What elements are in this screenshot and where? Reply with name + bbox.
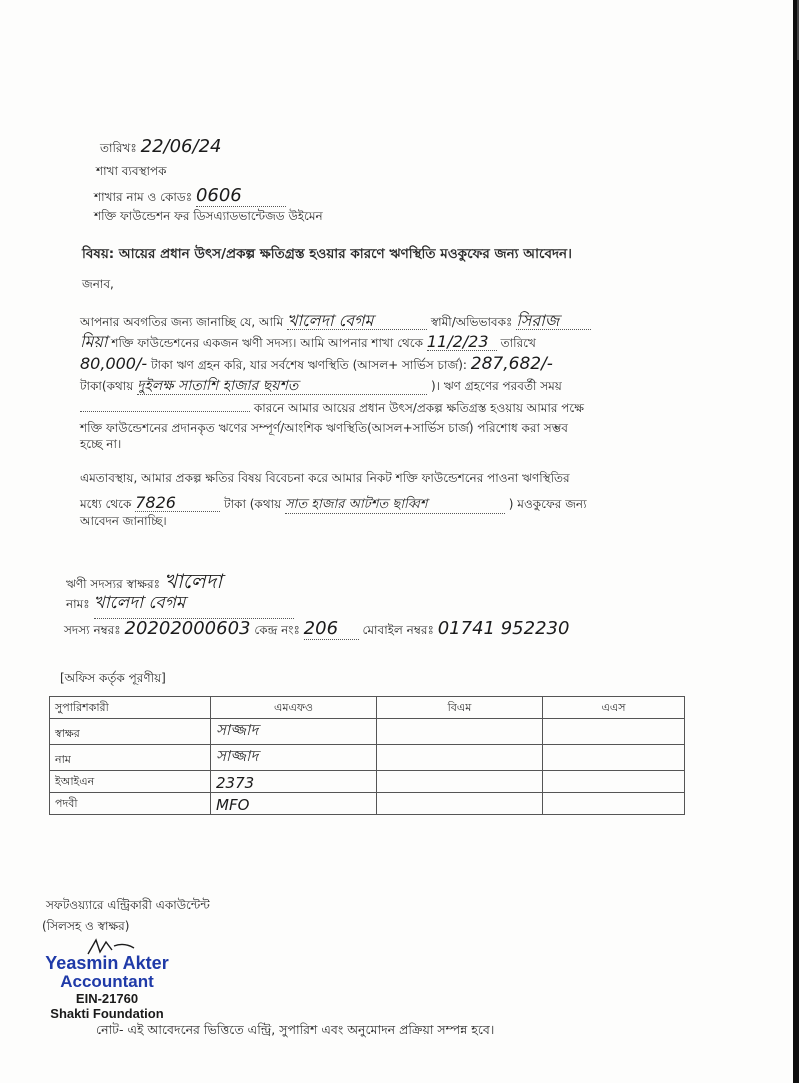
body-line-6: শক্তি ফাউন্ডেশনের প্রদানকৃত ঋণের সম্পূর্ণ/আংশিক ঋণস্থিতি(আসল+সার্ভিস চার্জ) পরিশোধ করা সম্ভব: [80, 421, 568, 435]
body-text: স্বামী/অভিভাবকঃ: [430, 315, 513, 329]
member-number: 20202000603: [124, 618, 251, 639]
body-text: তারিখে: [500, 336, 536, 350]
guardian-name-2: মিয়া: [80, 332, 108, 351]
page-edge-shadow: [793, 0, 799, 1083]
accountant-seal-note: (সিলসহ ও স্বাক্ষর): [42, 919, 130, 933]
mfo-designation: MFO: [211, 793, 377, 815]
bm-cell: [377, 771, 543, 793]
date-label: তারিখঃ: [100, 141, 137, 155]
blank-reason: [80, 411, 250, 412]
accountant-title: সফটওয়্যারে এন্ট্রিকারী একাউন্টেন্ট: [46, 898, 210, 912]
row-label: নাম: [50, 745, 211, 771]
column-header: বিএম: [377, 697, 543, 719]
member-name-row: [66, 590, 294, 619]
center-label: কেন্দ্র নংঃ: [254, 623, 300, 637]
table-row: [50, 745, 685, 771]
body-text: )। ঋণ গ্রহণের পরবর্তী সময়: [430, 379, 562, 393]
body-line-3: [80, 356, 553, 373]
name-label: নামঃ: [66, 597, 90, 611]
branch-row: [94, 185, 286, 209]
date-value: 22/06/24: [140, 136, 222, 157]
body-line-4: [80, 378, 562, 395]
salutation: জনাব,: [82, 277, 114, 291]
mfo-ein: 2373: [211, 771, 377, 793]
table-header-row: [50, 697, 685, 719]
body-text: শক্তি ফাউন্ডেশনের একজন ঋণী সদস্য। আমি আপনার শাখা থেকে: [111, 336, 423, 350]
center-number: 206: [304, 618, 359, 640]
body-text: টাকা ঋণ গ্রহন করি, যার সর্বশেষ ঋণস্থিতি (আসল+ সার্ভিস চার্জ):: [150, 358, 467, 372]
applicant-name: খালেদা বেগম: [287, 313, 427, 330]
table-row: [50, 771, 685, 793]
footer-note: নোট- এই আবেদনের ভিত্তিতে এন্ট্রি, সুপারিশ এবং অনুমোদন প্রক্রিয়া সম্পন্ন হবে।: [96, 1022, 495, 1037]
branch-value: 0606: [196, 185, 286, 207]
bm-cell: [377, 719, 543, 745]
member-name: খালেদা বেগম: [94, 590, 294, 619]
row-label: পদবী: [50, 793, 211, 815]
loan-amount: 80,000/-: [80, 354, 148, 373]
subject-line: বিষয়: আয়ের প্রধান উৎস/প্রকল্প ক্ষতিগ্রস্ত হওয়ার কারণে ঋণস্থিতি মওকুফের জন্য আবেদন।: [82, 246, 572, 262]
mfo-signature: সাজ্জাদ: [211, 719, 377, 745]
body-text: আপনার অবগতির জন্য জানাচ্ছি যে, আমি: [80, 315, 284, 329]
bm-cell: [377, 793, 543, 815]
body-line-9: [80, 495, 587, 514]
body-line-7: হচ্ছে না।: [80, 437, 122, 451]
mobile-number: 01741 952230: [437, 618, 570, 639]
body-line-1: [80, 313, 591, 330]
branch-label: শাখার নাম ও কোডঃ: [94, 190, 193, 204]
member-number-label: সদস্য নম্বরঃ: [64, 623, 121, 637]
body-text: ) মওকুফের জন্য: [508, 497, 587, 511]
body-line-2: [80, 334, 536, 351]
row-label: ইআইএন: [50, 771, 211, 793]
loan-balance: 287,682/-: [470, 354, 553, 374]
member-signature: খালেদা: [163, 569, 223, 593]
addressee: শাখা ব্যবস্থাপক: [96, 164, 167, 178]
as-cell: [543, 793, 685, 815]
bm-cell: [377, 745, 543, 771]
mobile-label: মোবাইল নম্বরঃ: [362, 623, 434, 637]
body-line-8: এমতাবস্থায়, আমার প্রকল্প ক্ষতির বিষয় বিবেচনা করে আমার নিকট শক্তি ফাউন্ডেশনের পাওনা ঋণস্থিতির: [80, 471, 570, 485]
organization-name: শক্তি ফাউন্ডেশন ফর ডিসএ্যাডভান্টেজড উইমেন: [94, 209, 323, 223]
waiver-in-words: সাত হাজার আটশত ছাব্বিশ: [285, 497, 505, 514]
body-line-5: [80, 400, 584, 416]
balance-in-words: দুইলক্ষ সাতাশি হাজার ছয়শত: [137, 378, 427, 395]
stamp-name: Yeasmin Akter: [45, 953, 169, 973]
stamp-ein: EIN-21760: [75, 991, 139, 1006]
stamp-org: Shakti Foundation: [50, 1006, 164, 1021]
guardian-name: সিরাজ: [516, 313, 591, 330]
table-row: [50, 719, 685, 745]
accountant-stamp: [22, 954, 192, 1021]
office-heading: [অফিস কর্তৃক পূরণীয়]: [60, 671, 166, 685]
body-text: কারনে আমার আয়ের প্রধান উৎস/প্রকল্প ক্ষতিগ্রস্ত হওয়ায় আমার পক্ষে: [253, 401, 584, 415]
office-table: [49, 696, 685, 815]
column-header: এমএফও: [211, 697, 377, 719]
as-cell: [543, 745, 685, 771]
table-row: [50, 793, 685, 815]
waiver-amount: 7826: [135, 495, 220, 512]
date-row: [100, 136, 221, 160]
mfo-name: সাজ্জাদ: [211, 745, 377, 771]
stamp-title: Accountant: [60, 972, 154, 991]
row-label: স্বাক্ষর: [50, 719, 211, 745]
column-header: সুপারিশকারী: [50, 697, 211, 719]
body-text: টাকা (কথায়: [224, 497, 282, 511]
body-line-10: আবেদন জানাচ্ছি।: [80, 514, 167, 528]
as-cell: [543, 719, 685, 745]
loan-date: 11/2/23: [427, 334, 497, 351]
signature-label: ঋণী সদস্যর স্বাক্ষরঃ: [66, 577, 160, 591]
member-info-row: [64, 618, 569, 642]
column-header: এএস: [543, 697, 685, 719]
as-cell: [543, 771, 685, 793]
body-text: টাকা(কথায়: [80, 379, 134, 393]
body-text: মধ্যে থেকে: [80, 497, 132, 511]
